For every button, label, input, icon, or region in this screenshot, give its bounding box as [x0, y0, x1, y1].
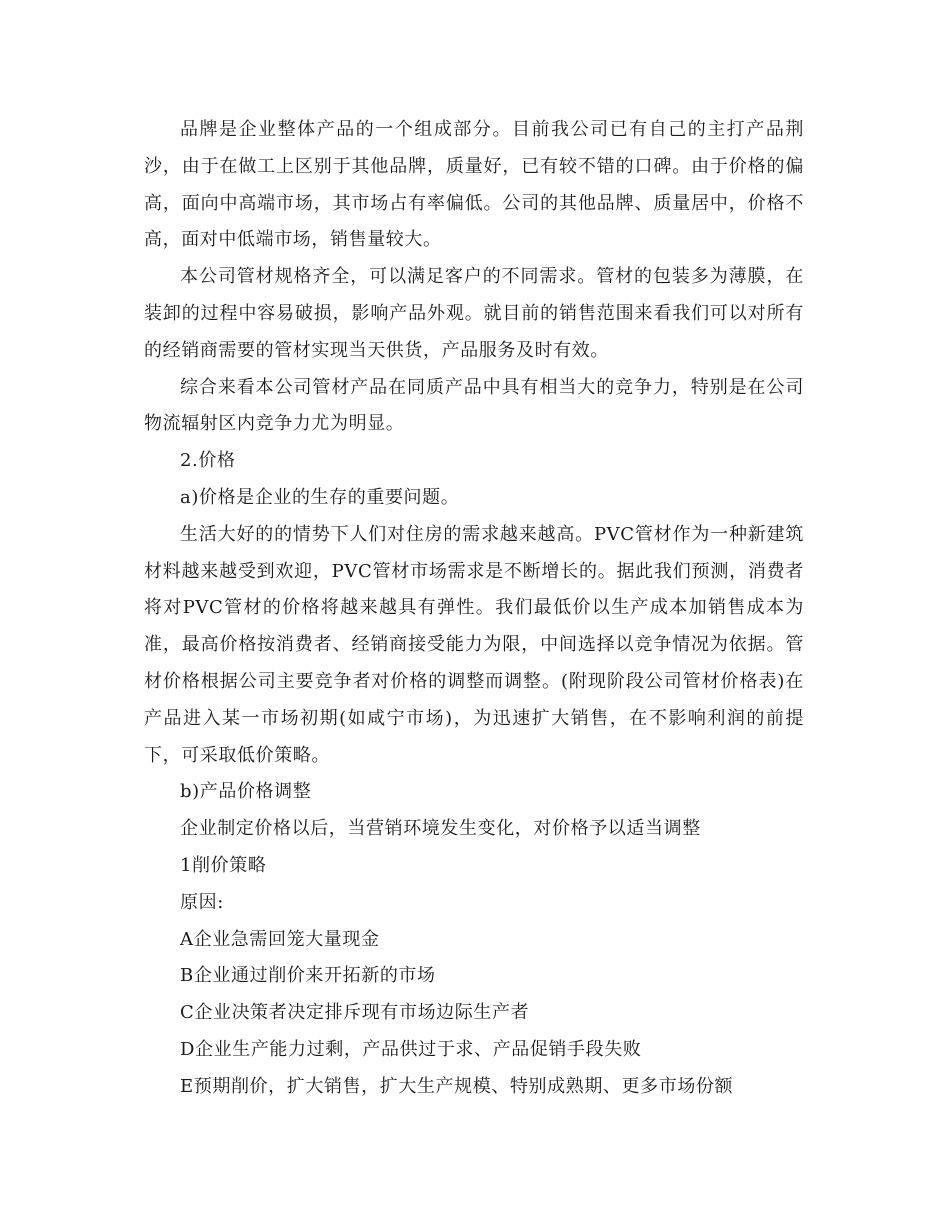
section-heading-price: 2.价格 — [180, 450, 236, 472]
subheading-price-cut-strategy: 1削价策略 — [180, 854, 267, 876]
subheading-price-adjustment: b)产品价格调整 — [180, 781, 312, 803]
list-item-reason-b: B企业通过削价来开拓新的市场 — [180, 965, 436, 987]
subheading-price-importance: a)价格是企业的生存的重要问题。 — [180, 486, 460, 508]
list-item-reason-e: E预期削价，扩大销售，扩大生产规模、特别成熟期、更多市场份额 — [180, 1075, 734, 1097]
paragraph-brand: 品牌是企业整体产品的一个组成部分。目前我公司已有自己的主打产品荆沙，由于在做工上区别于其他品牌，质量好，已有较不错的口碑。由于价格的偏高，面向中高端市场，其市场占有率偏低。公司的其他品牌、质量居中，价格不高，面对中低端市场，销售量较大。 — [144, 119, 804, 251]
list-item-reason-d: D企业生产能力过剩，产品供过于求、产品促销手段失败 — [180, 1038, 642, 1060]
list-item-reason-a: A企业急需回笼大量现金 — [180, 928, 380, 950]
paragraph-competitiveness: 综合来看本公司管材产品在同质产品中具有相当大的竞争力，特别是在公司物流辐射区内竞争力尤为明显。 — [144, 376, 804, 435]
paragraph-adjustment-intro: 企业制定价格以后，当营销环境发生变化，对价格予以适当调整 — [180, 818, 701, 840]
document-body — [144, 112, 804, 1106]
paragraph-specification: 本公司管材规格齐全，可以满足客户的不同需求。管材的包装多为薄膜，在装卸的过程中容易破损，影响产品外观。就目前的销售范围来看我们可以对所有的经销商需要的管材实现当天供货，产品服务及时有效。 — [144, 266, 804, 361]
label-reasons: 原因: — [180, 891, 224, 913]
paragraph-pricing-policy: 生活大好的的情势下人们对住房的需求越来越高。PVC管材作为一种新建筑材料越来越受到欢迎，PVC管材市场需求是不断增长的。据此我们预测，消费者将对PVC管材的价格将越来越具有弹性。我们最低价以生产成本加销售成本为准，最高价格按消费者、经销商接受能力为限，中间选择以竞争情况为依据。管材价格根据公司主要竞争者对价格的调整而调整。(附现阶段公司管材价格表)在产品进入某一市场初期(如咸宁市场)，为迅速扩大销售，在不影响利润的前提下，可采取低价策略。 — [144, 523, 804, 766]
list-item-reason-c: C企业决策者决定排斥现有市场边际生产者 — [180, 1002, 530, 1024]
